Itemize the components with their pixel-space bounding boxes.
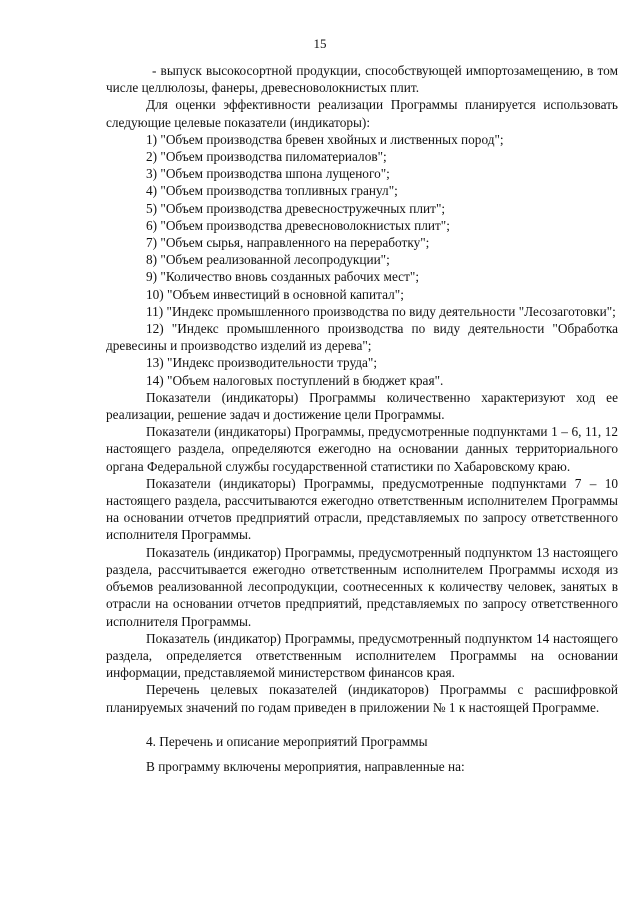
indicator-item: 11) "Индекс промышленного производства по виду деятельности "Лесозаготовки"; <box>146 303 616 319</box>
indicator-item: 6) "Объем производства древесноволокнистых плит"; <box>146 217 450 233</box>
indicator-item: 12) "Индекс промышленного производства по виду деятельности "Обработка древесины и производство изделий из дерева"; <box>106 321 618 354</box>
paragraph: Показатели (индикаторы) Программы количественно характеризуют ход ее реализации, решение задач и достижение цели Программы. <box>106 389 618 423</box>
page-number: 15 <box>313 36 327 51</box>
indicator-item: 10) "Объем инвестиций в основной капитал"; <box>146 286 404 302</box>
paragraph: Показатели (индикаторы) Программы, предусмотренные подпунктами 7 – 10 настоящего раздела, рассчитываются ежегодно ответственным исполнителем Программы на основании отчетов предприятий отрасли, представляемых по запросу ответственного исполнителя Программы. <box>106 475 618 543</box>
paragraph: Перечень целевых показателей (индикаторов) Программы с расшифровкой планируемых значений по годам приведен в приложении № 1 к настоящей Программе. <box>106 682 618 715</box>
indicator-item: 5) "Объем производства древесностружечных плит"; <box>146 200 446 216</box>
indicator-item: 4) "Объем производства топливных гранул"; <box>146 183 398 199</box>
indicator-item: 8) "Объем реализованной лесопродукции"; <box>146 252 390 268</box>
indicator-list <box>106 131 618 389</box>
intro-bullet: - выпуск высокосортной продукции, способствующей импортозамещению, в том числе целлюлозы, фанеры, древесноволокнистых плит. <box>106 63 618 96</box>
indicator-item: 13) "Индекс производительности труда"; <box>146 355 378 371</box>
section-intro: В программу включены мероприятия, направленные на: <box>146 758 465 774</box>
indicator-item: 9) "Количество вновь созданных рабочих мест"; <box>146 269 420 285</box>
indicator-item: 3) "Объем производства шпона лущеного"; <box>146 166 390 182</box>
section-heading: 4. Перечень и описание мероприятий Программы <box>146 733 428 749</box>
indicator-item: 1) "Объем производства бревен хвойных и лиственных пород"; <box>146 131 504 147</box>
indicator-item: 7) "Объем сырья, направленного на переработку"; <box>146 235 430 251</box>
paragraph: Показатели (индикаторы) Программы, предусмотренные подпунктами 1 – 6, 11, 12 настоящего раздела, определяются ежегодно на основании данных территориального органа Федеральной службы государственной статистики по Хабаровскому краю. <box>106 424 618 474</box>
paragraph: Показатель (индикатор) Программы, предусмотренный подпунктом 13 настоящего раздела, рассчитывается ежегодно ответственным исполнителем Программы исходя из объемов реализованной лесопродукции, соотнесенных к количеству человек, занятых в отрасли на основании отчетов предприятий, представляемых по запросу ответственного исполнителя Программы. <box>106 544 618 629</box>
indicators-intro: Для оценки эффективности реализации Программы планируется использовать следующие целевые показатели (индикаторы): <box>106 97 618 130</box>
paragraph: Показатель (индикатор) Программы, предусмотренный подпунктом 14 настоящего раздела, определяется ответственным исполнителем Программы на основании информации, представляемой министерством финансов края. <box>106 630 618 681</box>
indicator-item: 14) "Объем налоговых поступлений в бюджет края". <box>146 372 444 388</box>
indicator-item: 2) "Объем производства пиломатериалов"; <box>146 149 387 165</box>
document-body <box>106 62 618 775</box>
